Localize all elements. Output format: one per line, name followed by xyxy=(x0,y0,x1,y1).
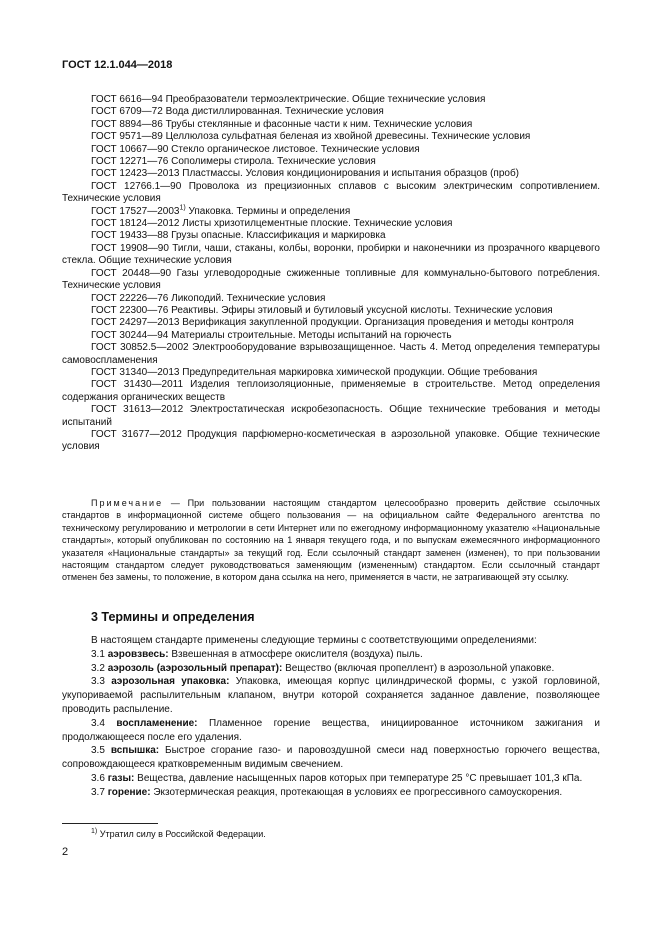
reference-title: Проволока из прецизионных сплавов с высоким электрическим сопротивлением. Технические условия xyxy=(62,180,600,205)
reference-item xyxy=(62,206,600,218)
reference-code: ГОСТ 19433—88 xyxy=(91,230,169,242)
reference-title: Пластмассы. Условия кондиционирования и испытания образцов (проб) xyxy=(182,168,520,180)
reference-code: ГОСТ 20448—90 xyxy=(91,267,172,279)
reference-title: Целлюлоза сульфатная беленая из хвойной древесины. Технические условия xyxy=(165,131,531,143)
footnote xyxy=(91,829,266,839)
reference-code: ГОСТ 31340—2013 xyxy=(91,366,180,378)
term-item xyxy=(62,648,600,662)
term-name: воспламенение: xyxy=(116,717,198,729)
reference-code: ГОСТ 12271—76 xyxy=(91,156,169,168)
reference-title: Тигли, чаши, стаканы, колбы, воронки, пробирки и наконечники из прозрачного кварцевого стекла. Общие технические условия xyxy=(62,242,600,267)
term-number: 3.7 xyxy=(91,786,105,798)
term-item xyxy=(62,744,600,772)
reference-item xyxy=(62,168,600,180)
reference-item xyxy=(62,94,600,106)
term-item xyxy=(62,786,600,800)
reference-item xyxy=(62,106,600,118)
reference-title: Газы углеводородные сжиженные топливные для коммунально-бытового потребления. Технические условия xyxy=(62,267,600,292)
footnote-text: Утратил силу в Российской Федерации. xyxy=(99,829,266,839)
reference-title: Сополимеры стирола. Технические условия xyxy=(171,156,376,168)
reference-code: ГОСТ 22300—76 xyxy=(91,304,169,316)
reference-title: Грузы опасные. Классификация и маркировка xyxy=(171,230,386,242)
reference-item xyxy=(62,230,600,242)
reference-title: Преобразователи термоэлектрические. Общие технические условия xyxy=(165,94,486,105)
reference-code: ГОСТ 30244—94 xyxy=(91,329,169,341)
reference-title: Электростатическая искробезопасность. Общие технические требования и методы испытаний xyxy=(62,404,601,428)
reference-title: Трубы стеклянные и фасонные части к ним. Технические условия xyxy=(165,118,473,130)
page-number: 2 xyxy=(62,846,69,858)
reference-item xyxy=(62,144,600,156)
term-number: 3.6 xyxy=(91,772,105,784)
term-number: 3.3 xyxy=(91,676,105,688)
term-item xyxy=(62,675,600,716)
reference-code: ГОСТ 6709—72 xyxy=(91,106,163,118)
reference-title: Реактивы. Эфиры этиловый и бутиловый уксусной кислоты. Технические условия xyxy=(171,304,553,316)
reference-item xyxy=(62,181,600,206)
term-item xyxy=(62,772,600,786)
reference-item xyxy=(62,305,600,317)
reference-item xyxy=(62,330,600,342)
reference-item xyxy=(62,218,600,230)
reference-item xyxy=(62,293,600,305)
reference-code: ГОСТ 18124—2012 xyxy=(91,218,180,230)
footnote-ref: 1) xyxy=(179,204,186,212)
reference-item xyxy=(62,156,600,168)
reference-code: ГОСТ 6616—94 xyxy=(91,94,163,105)
reference-title: Электрооборудование взрывозащищенное. Часть 4. Метод определения температуры самовоспламенения xyxy=(62,342,600,366)
section-title: 3 Термины и определения xyxy=(91,610,255,624)
term-definition: Быстрое сгорание газо- и паровоздушной смеси над поверхностью горючего вещества, сопровождающееся кратковременным видимым свечением. xyxy=(62,745,600,771)
reference-item xyxy=(62,342,600,367)
footnote-divider xyxy=(62,823,158,824)
reference-code: ГОСТ 30852.5—2002 xyxy=(91,342,189,354)
term-definition: Упаковка, имеющая корпус цилиндрической формы, с узкой горловиной, укупориваемой распылительным клапаном, внутри которой сохраняется заданное давление, позволяющее проводить распыление. xyxy=(62,676,600,715)
reference-title: Стекло органическое листовое. Технические условия xyxy=(171,143,420,155)
reference-code: ГОСТ 17527—2003 xyxy=(91,205,180,217)
note xyxy=(62,497,600,584)
reference-item xyxy=(62,429,600,454)
reference-title: Упаковка. Термины и определения xyxy=(188,205,351,217)
term-definition: Экзотермическая реакция, протекающая в условиях ее прогрессивного самоускорения. xyxy=(153,786,563,798)
term-name: аэрозоль (аэрозольный препарат): xyxy=(107,662,283,674)
term-number: 3.1 xyxy=(91,648,105,660)
term-name: аэровзвесь: xyxy=(107,648,169,660)
term-name: аэрозольная упаковка: xyxy=(111,676,230,688)
reference-code: ГОСТ 31613—2012 xyxy=(91,404,184,416)
term-definition: Пламенное горение вещества, инициированное источником зажигания и продолжающееся после его удаления. xyxy=(62,717,600,743)
reference-code: ГОСТ 19908—90 xyxy=(91,242,169,254)
reference-item xyxy=(62,404,600,429)
term-number: 3.4 xyxy=(91,717,105,729)
note-label: Примечание xyxy=(91,498,164,508)
reference-item xyxy=(62,317,600,329)
reference-code: ГОСТ 24297—2013 xyxy=(91,317,180,329)
reference-code: ГОСТ 12766.1—90 xyxy=(91,180,182,192)
reference-code: ГОСТ 8894—86 xyxy=(91,118,163,130)
reference-title: Материалы строительные. Методы испытаний на горючесть xyxy=(171,329,452,341)
reference-item xyxy=(62,243,600,268)
term-number: 3.5 xyxy=(91,745,105,757)
term-definition: Вещество (включая пропеллент) в аэрозольной упаковке. xyxy=(285,662,555,674)
term-item xyxy=(62,717,600,745)
reference-title: Продукция парфюмерно-косметическая в аэрозольной упаковке. Общие технические условия xyxy=(62,428,601,453)
term-name: вспышка: xyxy=(110,745,160,757)
reference-item xyxy=(62,367,600,379)
term-name: газы: xyxy=(107,772,135,784)
note-text: — При пользовании настоящим стандартом целесообразно проверить действие ссылочных стандартов в информационной системе общего пользования — на официальном сайте Федерального агентства по техническому регулированию и метрологии в сети Интернет или по ежегодному информационному указателю «Национальные стандарты», который опубликован по состоянию на 1 января текущего года, и по выпускам ежемесячного информационного указателя «Национальные стандарты» за текущий год. Если ссылочный стандарт заменен (изменен), то при пользовании настоящим стандартом следует руководствоваться заменяющим (измененным) стандартом. Если ссылочный стандарт отменен без замены, то положение, в котором дана ссылка на него, применяется в части, не затрагивающей эту ссылку. xyxy=(62,498,600,583)
document-code: ГОСТ 12.1.044—2018 xyxy=(62,59,173,71)
reference-code: ГОСТ 31430—2011 xyxy=(91,379,184,391)
reference-title: Изделия теплоизоляционные, применяемые в строительстве. Метод определения содержания органических веществ xyxy=(62,379,600,403)
reference-item xyxy=(62,131,600,143)
reference-title: Вода дистиллированная. Технические условия xyxy=(165,106,384,118)
reference-item xyxy=(62,268,600,293)
terms-intro: В настоящем стандарте применены следующие термины с соответствующими определениями: xyxy=(91,635,537,646)
reference-code: ГОСТ 10667—90 xyxy=(91,143,169,155)
reference-code: ГОСТ 22226—76 xyxy=(91,292,169,304)
reference-item xyxy=(62,379,600,404)
term-definition: Взвешенная в атмосфере окислителя (воздуха) пыль. xyxy=(171,648,423,660)
reference-title: Верификация закупленной продукции. Организация проведения и методы контроля xyxy=(182,317,574,329)
reference-code: ГОСТ 31677—2012 xyxy=(91,428,182,440)
term-name: горение: xyxy=(107,786,151,798)
terms-list xyxy=(62,634,600,800)
footnote-mark: 1) xyxy=(91,828,98,835)
normative-references-list xyxy=(62,94,600,454)
reference-title: Ликоподий. Технические условия xyxy=(171,292,326,304)
reference-title: Листы хризотилцементные плоские. Технические условия xyxy=(182,218,453,230)
term-definition: Вещества, давление насыщенных паров которых при температуре 25 °C превышает 101,3 кПа. xyxy=(137,772,583,784)
reference-item xyxy=(62,119,600,131)
reference-code: ГОСТ 12423—2013 xyxy=(91,168,180,180)
term-item xyxy=(62,662,600,676)
term-number: 3.2 xyxy=(91,662,105,674)
reference-code: ГОСТ 9571—89 xyxy=(91,131,163,143)
reference-title: Предупредительная маркировка химической продукции. Общие требования xyxy=(182,366,538,378)
